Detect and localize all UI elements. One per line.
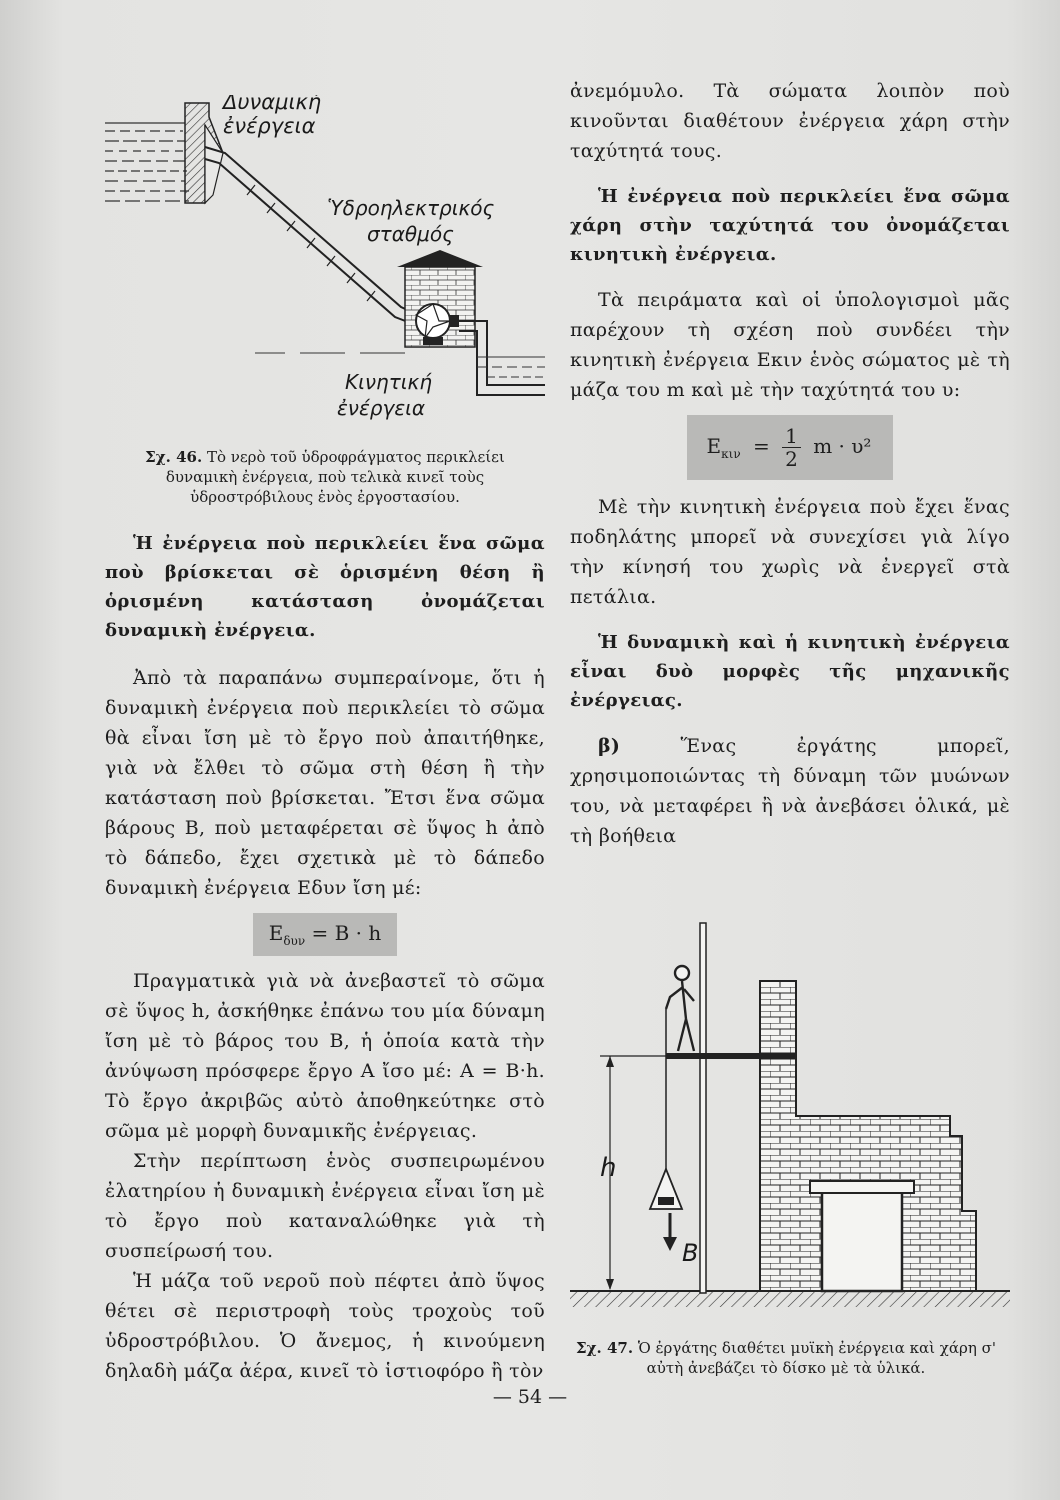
figure-46-caption-text: Τὸ νερὸ τοῦ ὑδροφράγματος περικλείει δυναμικὴ ἐνέργεια, ποὺ τελικὰ κινεῖ τοὺς ὑδροστρόβιλους ἑνὸς ἐργοστασίου. [165,448,505,506]
label-kinetic-1: Κινητική [345,370,433,394]
formula-kinetic-sub: κιν [721,447,741,461]
label-potential-2: ἐνέργεια [223,114,316,138]
hydro-dam-diagram [105,95,545,445]
worker-lift-diagram [570,891,1010,1346]
paragraph-windmill: ἀνεμόμυλο. Τὰ σώματα λοιπὸν ποὺ κινοῦνται διαθέτουν ἐνέργεια χάρη στὴν ταχύτητά τους. [570,80,1010,162]
formula-kinetic [570,415,1010,480]
figure-47-number: Σχ. 47. [576,1339,634,1357]
paragraph-worker-label: β) [598,735,621,757]
worker-figure [666,966,694,1051]
definition-potential-energy: Ἡ ἐνέργεια ποὺ περικλείει ἕνα σῶμα ποὺ βρίσκεται σὲ ὁρισμένη θέση ἢ ὁρισμένη κατάσταση ὀνομάζεται δυναμικὴ ἐνέργεια. [105,533,545,641]
paragraph-worker [570,731,1010,851]
fraction-numerator: 1 [782,425,801,448]
fraction-denominator: 2 [785,447,798,471]
paragraph-water-mass: Ἡ μάζα τοῦ νεροῦ ποὺ πέφτει ἀπὸ ὕψος θέτει σὲ περιστροφὴ τοὺς τροχοὺς τοῦ ὑδροστρόβιλου. Ὁ ἄνεμος, ἡ κινούμενη δηλαδὴ μάζα ἀέρα, κινεῖ τὸ ἱστιοφόρο ἢ τὸν [105,1270,545,1382]
formula-potential-lhs: E [268,921,284,945]
label-plant-2: σταθμός [367,222,454,246]
platform [666,1053,796,1059]
left-column [105,95,545,1386]
label-kinetic-2: ἐνέργεια [337,396,426,420]
label-potential-1: Δυναμική [223,95,322,114]
formula-potential-sub: δυν [283,934,306,948]
paragraph-potential-2: Πραγματικὰ γιὰ νὰ ἀνεβαστεῖ τὸ σῶμα σὲ ὕψος h, ἀσκήθηκε ἐπάνω του μία δύναμη ἴση μὲ τὸ βάρος του B, ἡ ὁποία κατὰ τὴν ἀνύψωση πρόσφερε ἔργο A ἴσο μέ: A = B·h. Τὸ ἔργο ἀκριβῶς αὐτὸ ἀποθηκεύτηκε στὸ σῶμα μὲ μορφὴ δυναμικῆς ἐνέργειας. [105,970,545,1142]
figure-47-caption-text: Ὁ ἐργάτης διαθέτει μυϊκὴ ἐνέργεια καὶ χάρη σ' αὐτὴ ἀνεβάζει τὸ δίσκο μὲ τὰ ὑλικά. [637,1339,996,1377]
formula-kinetic-tail: m · υ² [813,434,872,458]
reservoir-water [105,123,189,201]
formula-potential [105,913,545,956]
formula-kinetic-box [687,415,894,480]
ground [570,1291,1010,1307]
formula-kinetic-lhs: E [706,434,722,458]
paragraph-kinetic-formula-intro: Τὰ πειράματα καὶ οἱ ὑπολογισμοὶ μᾶς παρέχουν τὴ σχέση ποὺ συνδέει τὴν κινητικὴ ἐνέργεια Eκιν ἑνὸς σώματος μὲ τὴ μάζα του m καὶ μὲ τὴν ταχύτητά του υ: [570,289,1010,401]
figure-46 [105,95,545,445]
definition-kinetic-energy: Ἡ ἐνέργεια ποὺ περικλείει ἕνα σῶμα χάρη στὴν ταχύτητά του ὀνομάζεται κινητικὴ ἐνέργεια. [570,186,1010,265]
formula-kinetic-eq: = [753,434,770,458]
paragraph-worker-text: Ἕνας ἐργάτης μπορεῖ, χρησιμοποιώντας τὴ δύναμη τῶν μυώνων του, νὰ μεταφέρει ἢ νὰ ἀνεβάσει ὁλικά, μὲ τὴ βοήθεια [570,735,1010,847]
right-column [570,76,1010,1378]
doorway [822,1191,902,1291]
figure-46-caption [105,447,545,507]
label-B: B [682,1239,699,1267]
figure-47 [570,891,1010,1346]
label-plant-1: Ὑδροηλεκτρικός [327,196,495,220]
formula-potential-box [253,913,398,956]
definition-mechanical-energy: Ἡ δυναμικὴ καὶ ἡ κινητικὴ ἐνέργεια εἶναι δυὸ μορφὲς τῆς μηχανικῆς ἐνέργειας. [570,632,1010,711]
label-h: h [600,1153,617,1183]
page-number: — 54 — [492,1386,568,1408]
figure-46-number: Σχ. 46. [145,448,203,466]
pole [700,923,706,1293]
paragraph-cyclist: Μὲ τὴν κινητικὴ ἐνέργεια ποὺ ἔχει ἕνας ποδηλάτης μπορεῖ νὰ συνεχίσει γιὰ λίγο τὴν κίνησή του χωρὶς νὰ ἐνεργεῖ στὰ πετάλια. [570,496,1010,608]
plant-roof [397,250,483,267]
paragraph-potential-1: Ἀπὸ τὰ παραπάνω συμπεραίνομε, ὅτι ἡ δυναμικὴ ἐνέργεια ποὺ περικλείει τὸ σῶμα θὰ εἶναι ἴση μὲ τὸ ἔργο ποὺ ἀπαιτήθηκε, γιὰ νὰ ἔλθει τὸ σῶμα στὴ θέση ἢ τὴν κατάσταση ποὺ βρίσκεται. Ἔτσι ἕνα σῶμα βάρους B, ποὺ μεταφέρεται σὲ ὕψος h ἀπὸ τὸ δάπεδο, ἔχει σχετικὰ μὲ τὸ δάπεδο δυναμικὴ ἐνέργεια Eδυν ἴση μέ: [105,667,545,899]
formula-potential-rhs: = B · h [311,921,382,945]
paragraph-spring: Στὴν περίπτωση ἑνὸς συσπειρωμένου ἐλατηρίου ἡ δυναμικὴ ἐνέργεια εἶναι ἴση μὲ τὸ ἔργο ποὺ καταναλώθηκε γιὰ τὴ συσπείρωσή του. [105,1150,545,1262]
formula-kinetic-fraction [782,425,801,470]
